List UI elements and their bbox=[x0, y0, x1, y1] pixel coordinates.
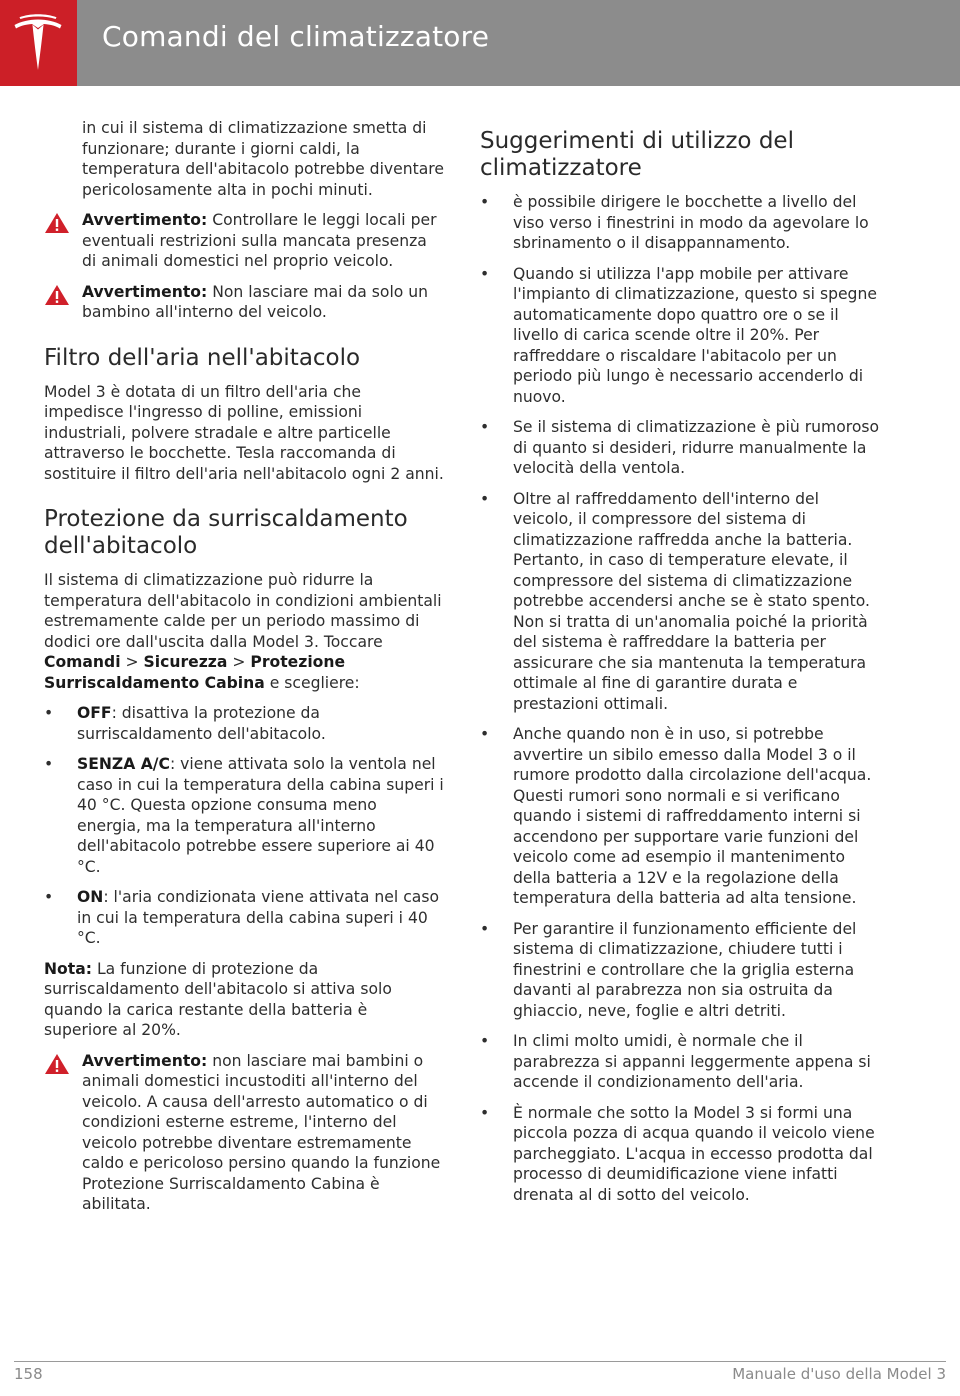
option-text: : l'aria condizionata viene attivata nel caso in cui la temperatura della cabina superi i 40 °C. bbox=[77, 888, 439, 947]
list-item bbox=[480, 417, 880, 479]
logo-box bbox=[0, 0, 77, 86]
warning-block bbox=[44, 210, 444, 272]
bullet: • bbox=[480, 418, 490, 436]
note-paragraph bbox=[44, 959, 444, 1041]
tip-text: Per garantire il funzionamento efficiente del sistema di climatizzazione, chiudere tutti i finestrini e controllare che la griglia esterna davanti al parabrezza non sia ostruita da ghiaccio, neve, foglie e altri detriti. bbox=[513, 919, 857, 1020]
warning-icon bbox=[44, 212, 70, 234]
menu-path-comandi: Comandi bbox=[44, 653, 121, 671]
tips-list bbox=[480, 192, 880, 1205]
page-title: Comandi del climatizzatore bbox=[102, 20, 490, 53]
page-number: 158 bbox=[14, 1365, 43, 1383]
filter-heading: Filtro dell'aria nell'abitacolo bbox=[44, 344, 361, 371]
protection-paragraph bbox=[44, 570, 444, 693]
option-label: SENZA A/C bbox=[77, 755, 170, 773]
bullet: • bbox=[480, 1032, 490, 1050]
list-item bbox=[44, 887, 444, 949]
bullet: • bbox=[480, 919, 490, 938]
bullet: • bbox=[44, 755, 54, 773]
tip-text: è possibile dirigere le bocchette a livello del viso verso i finestrini in modo da agevolare lo sbrinamento o il disappannamento. bbox=[513, 193, 869, 252]
tip-text: Se il sistema di climatizzazione è più rumoroso di quanto si desideri, ridurre manualmente la velocità della ventola. bbox=[513, 418, 880, 477]
list-item bbox=[44, 703, 444, 744]
note-label: Nota: bbox=[44, 959, 92, 978]
list-item bbox=[480, 1031, 880, 1093]
list-item bbox=[480, 192, 880, 254]
page-header bbox=[0, 0, 960, 86]
tip-text: Anche quando non è in uso, si potrebbe avvertire un sibilo emesso dalla Model 3 o il rumore prodotto dalla circolazione dell'acqua. Questi rumori sono normali e si verificano quando i sistemi di raffreddamento interni si accendono per supportare varie funzioni del veicolo come ad esempio il mantenimento della batteria a 12V e la regolazione della temperatura della batteria ad alta tensione. bbox=[513, 725, 872, 907]
tip-text: Oltre al raffreddamento dell'interno del veicolo, il compressore del sistema di climatizzazione raffredda anche la batteria. Pertanto, in caso di temperature elevate, il compressore del sistema di climatizzazione potrebbe accendersi anche se è stato spento. Non si tratta di un'anomalia poiché la priorità del sistema è raffreddare la batteria per assicurare che sia mantenuta la temperatura ottimale al fine di garantire durata e prestazioni ottimali. bbox=[513, 489, 870, 713]
option-label: OFF bbox=[77, 704, 112, 722]
note-text: La funzione di protezione da surriscaldamento dell'abitacolo si attiva solo quando la carica restante della batteria è superiore al 20%. bbox=[44, 959, 392, 1039]
footer-divider bbox=[14, 1361, 946, 1362]
list-item bbox=[480, 1103, 880, 1206]
list-item bbox=[480, 919, 880, 1022]
warning-icon bbox=[44, 1053, 70, 1075]
left-column bbox=[44, 118, 444, 1225]
warning-text: Controllare le leggi locali per eventuali restrizioni sulla mancata presenza di animali domestici nel proprio veicolo. bbox=[82, 211, 437, 270]
option-text: : viene attivata solo la ventola nel caso in cui la temperatura della cabina superi i 40 °C. Questa opzione consuma meno energia, ma la temperatura all'interno dell'abitacolo potrebbe essere superiore ai 40 °C. bbox=[77, 755, 444, 876]
warning-block bbox=[44, 282, 444, 323]
list-item bbox=[480, 489, 880, 715]
tip-text: È normale che sotto la Model 3 si formi una piccola pozza di acqua quando il veicolo viene parcheggiato. L'acqua in eccesso prodotta dal processo di deumidificazione viene infatti drenata al di sotto del veicolo. bbox=[513, 1103, 875, 1204]
protection-body-end: e scegliere: bbox=[264, 673, 360, 692]
tip-text: In climi molto umidi, è normale che il parabrezza si appanni leggermente appena si accende il condizionamento dell'aria. bbox=[513, 1032, 871, 1091]
bullet: • bbox=[480, 725, 490, 743]
warning-block bbox=[44, 1051, 444, 1215]
option-text: : disattiva la protezione da surriscaldamento dell'abitacolo. bbox=[77, 704, 326, 743]
intro-paragraph: in cui il sistema di climatizzazione smetta di funzionare; durante i giorni caldi, la temperatura dell'abitacolo potrebbe diventare pericolosamente alta in pochi minuti. bbox=[82, 119, 444, 199]
list-item bbox=[480, 724, 880, 909]
menu-path-separator: > bbox=[227, 653, 251, 671]
protection-body-start: Il sistema di climatizzazione può ridurre la temperatura dell'abitacolo in condizioni ambientali estremamente calde per un periodo massimo di dodici ore dall'uscita dalla Model 3. Toccare bbox=[44, 571, 442, 651]
menu-path-protezione: Protezione Surriscaldamento Cabina bbox=[44, 653, 346, 692]
right-column bbox=[480, 118, 880, 1215]
menu-path-separator: > bbox=[120, 653, 144, 671]
protection-heading: Protezione da surriscaldamento dell'abitacolo bbox=[44, 506, 408, 559]
bullet: • bbox=[480, 489, 490, 508]
list-item bbox=[44, 754, 444, 877]
warning-icon bbox=[44, 284, 70, 306]
footer-title: Manuale d'uso della Model 3 bbox=[732, 1365, 946, 1383]
warning-label: Avvertimento: bbox=[82, 282, 208, 301]
warning-text: non lasciare mai bambini o animali domestici incustoditi all'interno del veicolo. A causa dell'arresto automatico o di condizioni esterne estreme, l'interno del veicolo potrebbe diventare estremamente caldo e pericoloso persino quando la funzione Protezione Surriscaldamento Cabina è abilitata. bbox=[82, 1051, 441, 1213]
tips-heading: Suggerimenti di utilizzo del climatizzatore bbox=[480, 128, 794, 181]
filter-paragraph: Model 3 è dotata di un filtro dell'aria che impedisce l'ingresso di polline, emissioni industriali, polvere stradale e altre particelle attraverso le bocchette. Tesla raccomanda di sostituire il filtro dell'aria nell'abitacolo ogni 2 anni. bbox=[44, 382, 444, 483]
protection-options-list bbox=[44, 703, 444, 949]
option-label: ON bbox=[77, 888, 104, 906]
bullet: • bbox=[44, 888, 54, 906]
tesla-logo-icon bbox=[13, 14, 63, 72]
tip-text: Quando si utilizza l'app mobile per attivare l'impianto di climatizzazione, questo si spegne automaticamente dopo quattro ore o se il livello di carica scende oltre il 20%. Per raffreddare o riscaldare l'abitacolo per un periodo più lungo è necessario accenderlo di nuovo. bbox=[513, 264, 877, 406]
list-item bbox=[480, 264, 880, 408]
warning-label: Avvertimento: bbox=[82, 211, 208, 229]
warning-text: Non lasciare mai da solo un bambino all'interno del veicolo. bbox=[82, 282, 429, 321]
bullet: • bbox=[480, 193, 490, 211]
bullet: • bbox=[44, 704, 54, 722]
bullet: • bbox=[480, 264, 490, 283]
menu-path-sicurezza: Sicurezza bbox=[143, 653, 228, 671]
warning-label: Avvertimento: bbox=[82, 1051, 208, 1070]
bullet: • bbox=[480, 1103, 490, 1122]
